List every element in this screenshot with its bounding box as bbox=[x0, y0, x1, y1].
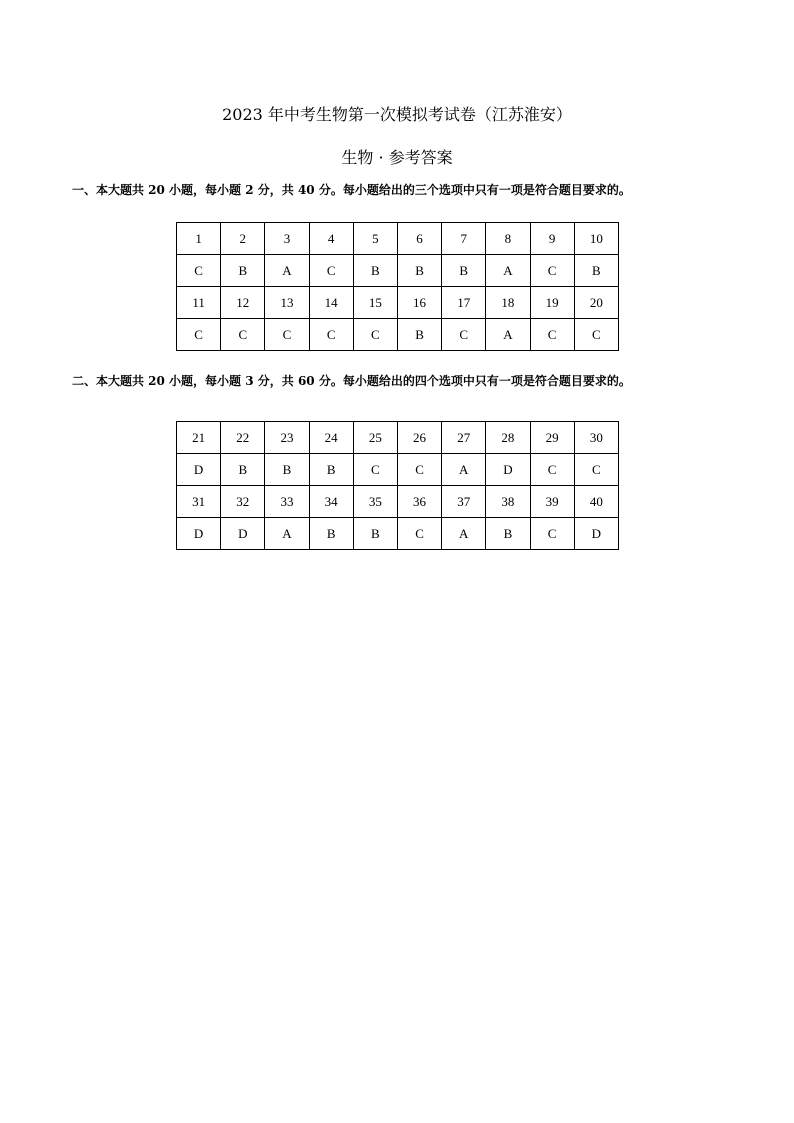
question-number-cell: 15 bbox=[353, 287, 397, 319]
answer-cell: B bbox=[397, 255, 441, 287]
answer-cell: A bbox=[486, 319, 530, 351]
question-number-cell: 22 bbox=[221, 422, 265, 454]
answer-cell: C bbox=[353, 319, 397, 351]
answer-cell: C bbox=[221, 319, 265, 351]
question-number-cell: 35 bbox=[353, 486, 397, 518]
document-title: 2023 年中考生物第一次模拟考试卷（江苏淮安） bbox=[222, 105, 572, 124]
answer-cell: C bbox=[177, 255, 221, 287]
answer-row bbox=[177, 255, 619, 287]
answer-cell: B bbox=[265, 454, 309, 486]
answer-cell: A bbox=[265, 518, 309, 550]
question-number-cell: 34 bbox=[309, 486, 353, 518]
question-number-cell: 17 bbox=[442, 287, 486, 319]
question-number-row bbox=[177, 223, 619, 255]
answer-row bbox=[177, 518, 619, 550]
question-number-cell: 24 bbox=[309, 422, 353, 454]
question-number-cell: 16 bbox=[397, 287, 441, 319]
section-2-heading: 二、本大题共 20 小题，每小题 3 分，共 60 分。每小题给出的四个选项中只有一项是符合题目要求的。 bbox=[72, 374, 631, 388]
document-subtitle: 生物 · 参考答案 bbox=[341, 148, 453, 167]
question-number-cell: 8 bbox=[486, 223, 530, 255]
question-number-cell: 10 bbox=[574, 223, 618, 255]
question-number-cell: 13 bbox=[265, 287, 309, 319]
answer-cell: D bbox=[574, 518, 618, 550]
answer-cell: C bbox=[353, 454, 397, 486]
answer-cell: B bbox=[486, 518, 530, 550]
question-number-cell: 12 bbox=[221, 287, 265, 319]
question-number-cell: 38 bbox=[486, 486, 530, 518]
question-number-cell: 3 bbox=[265, 223, 309, 255]
answer-table-1 bbox=[176, 222, 619, 351]
question-number-cell: 30 bbox=[574, 422, 618, 454]
question-number-row bbox=[177, 287, 619, 319]
answer-cell: A bbox=[265, 255, 309, 287]
question-number-cell: 40 bbox=[574, 486, 618, 518]
answer-cell: B bbox=[309, 518, 353, 550]
answer-cell: B bbox=[221, 454, 265, 486]
question-number-cell: 33 bbox=[265, 486, 309, 518]
answer-cell: A bbox=[442, 454, 486, 486]
question-number-cell: 37 bbox=[442, 486, 486, 518]
question-number-cell: 32 bbox=[221, 486, 265, 518]
answer-cell: B bbox=[397, 319, 441, 351]
question-number-cell: 31 bbox=[177, 486, 221, 518]
answer-cell: C bbox=[530, 255, 574, 287]
answer-cell: C bbox=[574, 454, 618, 486]
question-number-cell: 29 bbox=[530, 422, 574, 454]
answer-cell: C bbox=[309, 255, 353, 287]
question-number-cell: 20 bbox=[574, 287, 618, 319]
question-number-cell: 14 bbox=[309, 287, 353, 319]
answer-cell: C bbox=[530, 319, 574, 351]
answer-cell: B bbox=[353, 518, 397, 550]
question-number-cell: 28 bbox=[486, 422, 530, 454]
question-number-cell: 23 bbox=[265, 422, 309, 454]
question-number-cell: 7 bbox=[442, 223, 486, 255]
answer-cell: A bbox=[486, 255, 530, 287]
question-number-row bbox=[177, 486, 619, 518]
answer-cell: D bbox=[177, 454, 221, 486]
answer-row bbox=[177, 454, 619, 486]
question-number-cell: 25 bbox=[353, 422, 397, 454]
answer-cell: B bbox=[442, 255, 486, 287]
answer-cell: C bbox=[177, 319, 221, 351]
answer-cell: B bbox=[574, 255, 618, 287]
answer-cell: C bbox=[530, 454, 574, 486]
question-number-cell: 4 bbox=[309, 223, 353, 255]
answer-cell: C bbox=[309, 319, 353, 351]
answer-cell: C bbox=[574, 319, 618, 351]
question-number-cell: 6 bbox=[397, 223, 441, 255]
section-1-heading: 一、本大题共 20 小题，每小题 2 分，共 40 分。每小题给出的三个选项中只有一项是符合题目要求的。 bbox=[72, 183, 631, 197]
question-number-cell: 19 bbox=[530, 287, 574, 319]
answer-cell: C bbox=[265, 319, 309, 351]
answer-cell: C bbox=[397, 454, 441, 486]
answer-cell: C bbox=[397, 518, 441, 550]
answer-cell: B bbox=[309, 454, 353, 486]
question-number-cell: 27 bbox=[442, 422, 486, 454]
question-number-cell: 26 bbox=[397, 422, 441, 454]
question-number-cell: 1 bbox=[177, 223, 221, 255]
question-number-cell: 2 bbox=[221, 223, 265, 255]
question-number-cell: 9 bbox=[530, 223, 574, 255]
question-number-row bbox=[177, 422, 619, 454]
answer-cell: B bbox=[221, 255, 265, 287]
question-number-cell: 11 bbox=[177, 287, 221, 319]
question-number-cell: 5 bbox=[353, 223, 397, 255]
question-number-cell: 18 bbox=[486, 287, 530, 319]
question-number-cell: 39 bbox=[530, 486, 574, 518]
answer-cell: D bbox=[177, 518, 221, 550]
question-number-cell: 21 bbox=[177, 422, 221, 454]
answer-cell: C bbox=[442, 319, 486, 351]
answer-cell: A bbox=[442, 518, 486, 550]
answer-table-2 bbox=[176, 421, 619, 550]
answer-cell: D bbox=[486, 454, 530, 486]
answer-cell: D bbox=[221, 518, 265, 550]
answer-row bbox=[177, 319, 619, 351]
answer-cell: C bbox=[530, 518, 574, 550]
question-number-cell: 36 bbox=[397, 486, 441, 518]
answer-cell: B bbox=[353, 255, 397, 287]
